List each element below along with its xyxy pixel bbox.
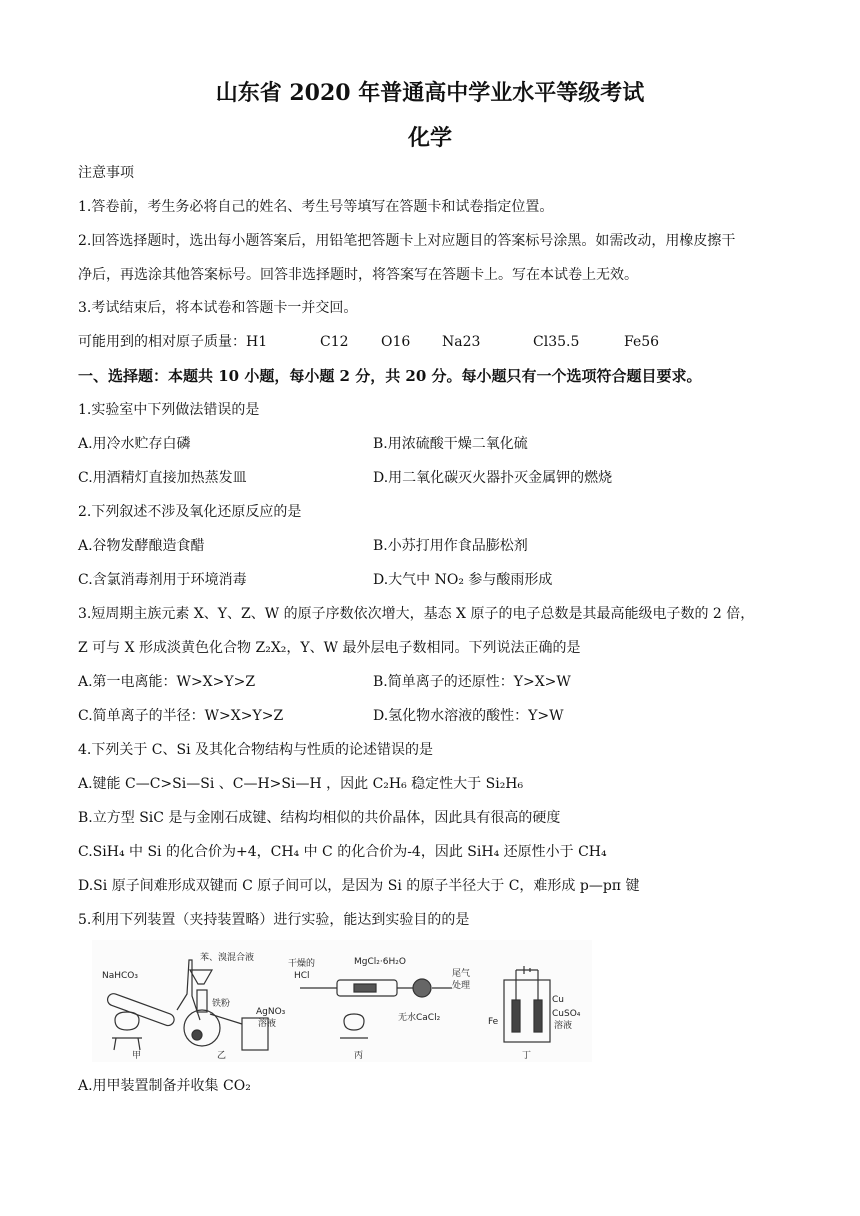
apparatus-figure xyxy=(92,940,592,1062)
notice-item-2b: 净后，再选涂其他答案标号。回答非选择题时，将答案写在答题卡上。写在本试卷上无效。 xyxy=(78,267,638,283)
atomic-mass-line xyxy=(78,332,660,352)
label-cu: Cu xyxy=(552,995,564,1005)
q1-option-b: B.用浓硫酸干燥二氧化硫 xyxy=(373,436,528,452)
mass-na: Na23 xyxy=(442,334,481,350)
label-agno3: AgNO₃ xyxy=(256,1007,286,1017)
q2-option-c: C.含氯消毒剂用于环境消毒 xyxy=(78,572,247,588)
q3-stem-2: Z 可与 X 形成淡黄色化合物 Z₂X₂，Y、W 最外层电子数相同。下列说法正确的是 xyxy=(78,640,581,656)
q4-stem: 4.下列关于 C、Si 及其化合物结构与性质的论述错误的是 xyxy=(78,742,434,758)
label-cuso4-solution: 溶液 xyxy=(554,1021,573,1031)
caption-jia: 甲 xyxy=(132,1051,142,1061)
mass-label: 可能用到的相对原子质量：H1 xyxy=(78,334,268,350)
label-agno3-solution: 溶液 xyxy=(258,1019,277,1029)
q5-stem: 5.利用下列装置（夹持装置略）进行实验，能达到实验目的的是 xyxy=(78,912,470,928)
label-benzene: 苯、溴混合液 xyxy=(200,953,255,963)
label-mgcl2: MgCl₂·6H₂O xyxy=(354,957,406,967)
q3-stem-1: 3.短周期主族元素 X、Y、Z、W 的原子序数依次增大，基态 X 原子的电子总数是其最高能级电子数的 2 倍， xyxy=(78,606,755,622)
section-heading: 一、选择题：本题共 10 小题，每小题 2 分，共 20 分。每小题只有一个选项符合题目要求。 xyxy=(78,367,702,385)
label-hcl: HCl xyxy=(294,971,310,981)
q4-option-b: B.立方型 SiC 是与金刚石成键、结构均相似的共价晶体，因此具有很高的硬度 xyxy=(78,810,561,826)
label-fe: Fe xyxy=(488,1017,499,1027)
label-cacl2: 无水CaCl₂ xyxy=(398,1013,441,1023)
label-tail-1: 尾气 xyxy=(452,969,471,979)
exam-title: 山东省 2020 年普通高中学业水平等级考试 xyxy=(215,80,645,106)
apparatus-diagram xyxy=(92,940,592,1062)
q3-option-c: C.简单离子的半径：W>X>Y>Z xyxy=(78,708,284,724)
q1-stem: 1.实验室中下列做法错误的是 xyxy=(78,402,260,418)
q4-option-a: A.键能 C—C>Si—Si 、C—H>Si—H ，因此 C₂H₆ 稳定性大于 Si₂H₆ xyxy=(78,776,524,792)
label-tail-2: 处理 xyxy=(452,981,471,991)
label-nahco3: NaHCO₃ xyxy=(102,971,138,981)
label-dry: 干燥的 xyxy=(288,959,316,969)
mass-o: O16 xyxy=(381,334,411,350)
caption-ding: 丁 xyxy=(522,1051,532,1061)
q4-option-d: D.Si 原子间难形成双键而 C 原子间可以，是因为 Si 的原子半径大于 C，难形成 p—pπ 键 xyxy=(78,878,640,894)
q2-option-b: B.小苏打用作食品膨松剂 xyxy=(373,538,528,554)
q1-option-d: D.用二氧化碳灭火器扑灭金属钾的燃烧 xyxy=(373,470,613,486)
caption-bing: 丙 xyxy=(354,1051,364,1061)
label-iron: 铁粉 xyxy=(212,999,231,1009)
notice-item-2a: 2.回答选择题时，选出每小题答案后，用铅笔把答题卡上对应题目的答案标号涂黑。如需改动，用橡皮擦干 xyxy=(78,233,736,249)
mass-c: C12 xyxy=(320,334,349,350)
q2-option-d: D.大气中 NO₂ 参与酸雨形成 xyxy=(373,572,553,588)
caption-yi: 乙 xyxy=(217,1051,227,1061)
q1-option-c: C.用酒精灯直接加热蒸发皿 xyxy=(78,470,247,486)
q3-option-b: B.简单离子的还原性：Y>X>W xyxy=(373,674,571,690)
notice-item-3: 3.考试结束后，将本试卷和答题卡一并交回。 xyxy=(78,300,358,316)
q3-option-d: D.氢化物水溶液的酸性：Y>W xyxy=(373,708,564,724)
q4-option-c: C.SiH₄ 中 Si 的化合价为+4，CH₄ 中 C 的化合价为-4，因此 SiH₄ 还原性小于 CH₄ xyxy=(78,844,607,860)
label-cuso4: CuSO₄ xyxy=(552,1009,581,1019)
q5-option-a: A.用甲装置制备并收集 CO₂ xyxy=(78,1078,251,1094)
mass-cl: Cl35.5 xyxy=(533,334,580,350)
notice-item-1: 1.答卷前，考生务必将自己的姓名、考生号等填写在答题卡和试卷指定位置。 xyxy=(78,199,554,215)
q2-stem: 2.下列叙述不涉及氧化还原反应的是 xyxy=(78,504,302,520)
mass-fe: Fe56 xyxy=(624,334,660,350)
subject-title: 化学 xyxy=(407,125,452,151)
q2-option-a: A.谷物发酵酿造食醋 xyxy=(78,538,205,554)
q3-option-a: A.第一电离能：W>X>Y>Z xyxy=(78,674,256,690)
notice-heading: 注意事项 xyxy=(78,165,134,181)
q1-option-a: A.用冷水贮存白磷 xyxy=(78,436,191,452)
